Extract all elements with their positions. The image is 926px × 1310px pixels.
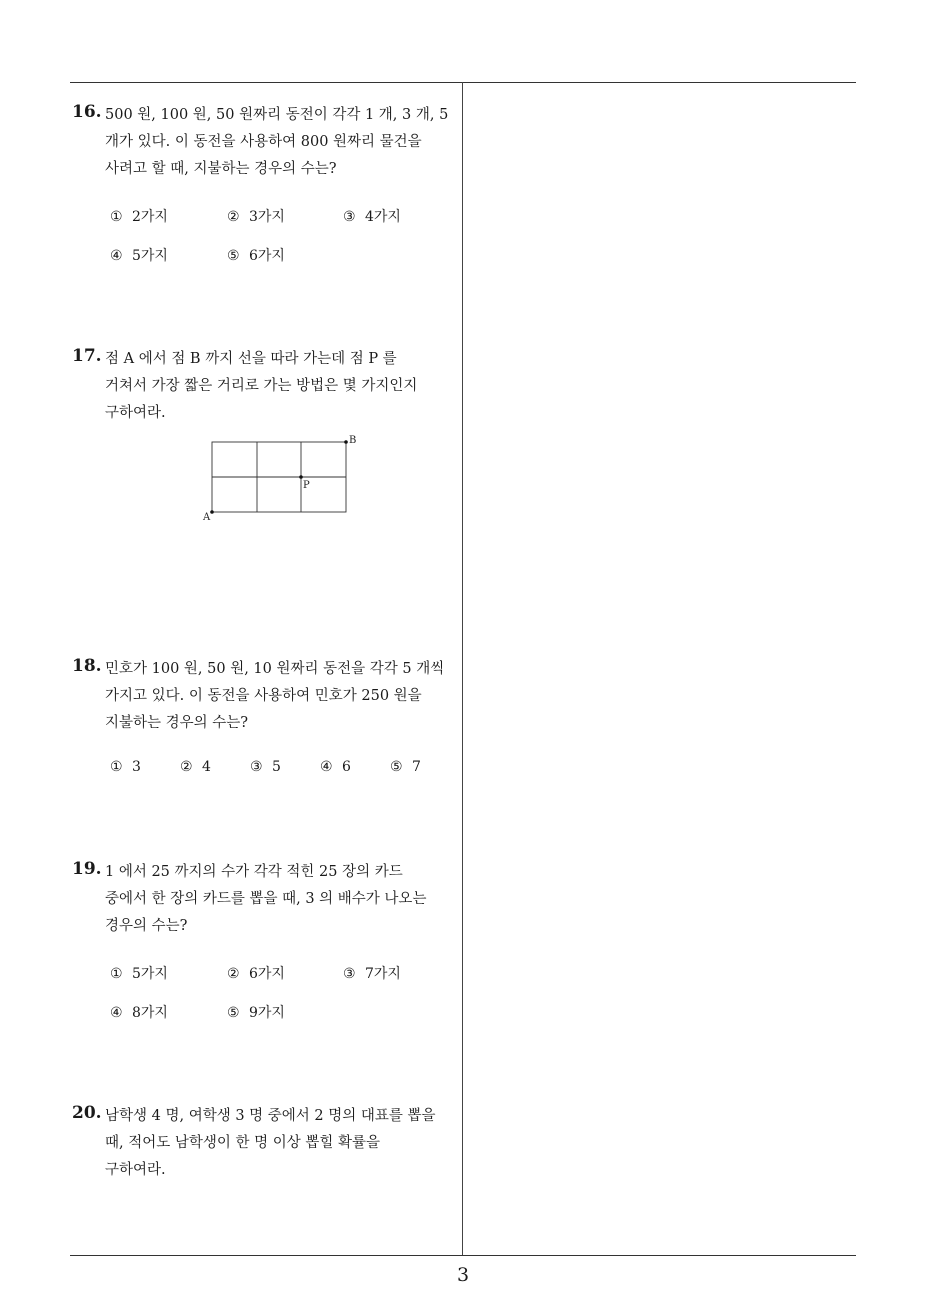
choice-mark: ② (180, 759, 193, 775)
choice-4[interactable] (110, 1002, 168, 1022)
choice-text: 5가지 (132, 966, 168, 982)
choice-mark: ⑤ (227, 1005, 240, 1021)
question-line: 점 A 에서 점 B 까지 선을 따라 가는데 점 P 를 (105, 351, 397, 367)
choice-mark: ④ (320, 759, 333, 775)
question-line: 때, 적어도 남학생이 한 명 이상 뽑힐 확률을 (105, 1135, 380, 1151)
choice-mark: ② (227, 966, 240, 982)
choice-text: 4 (202, 759, 211, 775)
question-text (105, 859, 450, 940)
choice-mark: ① (110, 966, 123, 982)
point-b (344, 440, 348, 444)
choice-mark: ④ (110, 1005, 123, 1021)
choice-2[interactable] (227, 206, 285, 226)
choice-text: 4가지 (365, 209, 401, 225)
choice-mark: ⑤ (390, 759, 403, 775)
choice-text: 3가지 (249, 209, 285, 225)
question-number: 20. (72, 1103, 102, 1123)
question-number: 19. (72, 859, 102, 879)
choice-2[interactable] (180, 759, 211, 775)
choice-5[interactable] (227, 1002, 285, 1022)
choice-mark: ② (227, 209, 240, 225)
question-line: 500 원, 100 원, 50 원짜리 동전이 각각 1 개, 3 개, 5 (105, 107, 449, 123)
question-number: 18. (72, 656, 102, 676)
grid-path-figure (195, 430, 365, 525)
choice-1[interactable] (110, 206, 168, 226)
choice-5[interactable] (390, 759, 421, 775)
label-b: B (349, 435, 357, 446)
column-divider (462, 82, 463, 1256)
choice-3[interactable] (343, 963, 401, 983)
page-number: 3 (456, 1264, 470, 1286)
label-p: P (303, 480, 310, 491)
question-line: 1 에서 25 까지의 수가 각각 적힌 25 장의 카드 (105, 864, 403, 880)
choice-3[interactable] (250, 759, 281, 775)
question-text (105, 1103, 450, 1184)
question-line: 개가 있다. 이 동전을 사용하여 800 원짜리 물건을 (105, 134, 422, 150)
choice-text: 8가지 (132, 1005, 168, 1021)
choice-text: 3 (132, 759, 141, 775)
question-line: 남학생 4 명, 여학생 3 명 중에서 2 명의 대표를 뽑을 (105, 1108, 436, 1124)
label-a: A (203, 512, 211, 523)
choice-text: 7 (412, 759, 421, 775)
question-line: 가지고 있다. 이 동전을 사용하여 민호가 250 원을 (105, 688, 422, 704)
bottom-rule (70, 1255, 856, 1256)
choice-text: 6가지 (249, 248, 285, 264)
question-line: 사려고 할 때, 지불하는 경우의 수는? (105, 161, 337, 177)
choice-4[interactable] (110, 245, 168, 265)
question-text (105, 346, 450, 427)
question-line: 민호가 100 원, 50 원, 10 원짜리 동전을 각각 5 개씩 (105, 661, 445, 677)
question-line: 지불하는 경우의 수는? (105, 715, 249, 731)
question-line: 경우의 수는? (105, 918, 188, 934)
question-text (105, 656, 450, 737)
top-rule (70, 82, 856, 83)
question-line: 중에서 한 장의 카드를 뽑을 때, 3 의 배수가 나오는 (105, 891, 427, 907)
choice-text: 9가지 (249, 1005, 285, 1021)
question-number: 17. (72, 346, 102, 366)
choice-mark: ① (110, 759, 123, 775)
choice-mark: ① (110, 209, 123, 225)
choice-mark: ⑤ (227, 248, 240, 264)
question-line: 거쳐서 가장 짧은 거리로 가는 방법은 몇 가지인지 (105, 378, 418, 394)
choice-1[interactable] (110, 759, 141, 775)
question-number: 16. (72, 102, 102, 122)
point-p (299, 475, 303, 479)
choice-mark: ③ (343, 966, 356, 982)
point-a (210, 510, 214, 514)
choice-text: 7가지 (365, 966, 401, 982)
choice-text: 5가지 (132, 248, 168, 264)
choice-mark: ③ (343, 209, 356, 225)
choice-1[interactable] (110, 963, 168, 983)
choice-text: 6 (342, 759, 351, 775)
choice-mark: ③ (250, 759, 263, 775)
question-line: 구하여라. (105, 1162, 166, 1178)
choice-text: 2가지 (132, 209, 168, 225)
choice-3[interactable] (343, 206, 401, 226)
choice-text: 6가지 (249, 966, 285, 982)
choice-2[interactable] (227, 963, 285, 983)
choice-5[interactable] (227, 245, 285, 265)
choice-4[interactable] (320, 759, 351, 775)
choice-text: 5 (272, 759, 281, 775)
question-text (105, 102, 450, 183)
choice-mark: ④ (110, 248, 123, 264)
question-line: 구하여라. (105, 405, 166, 421)
